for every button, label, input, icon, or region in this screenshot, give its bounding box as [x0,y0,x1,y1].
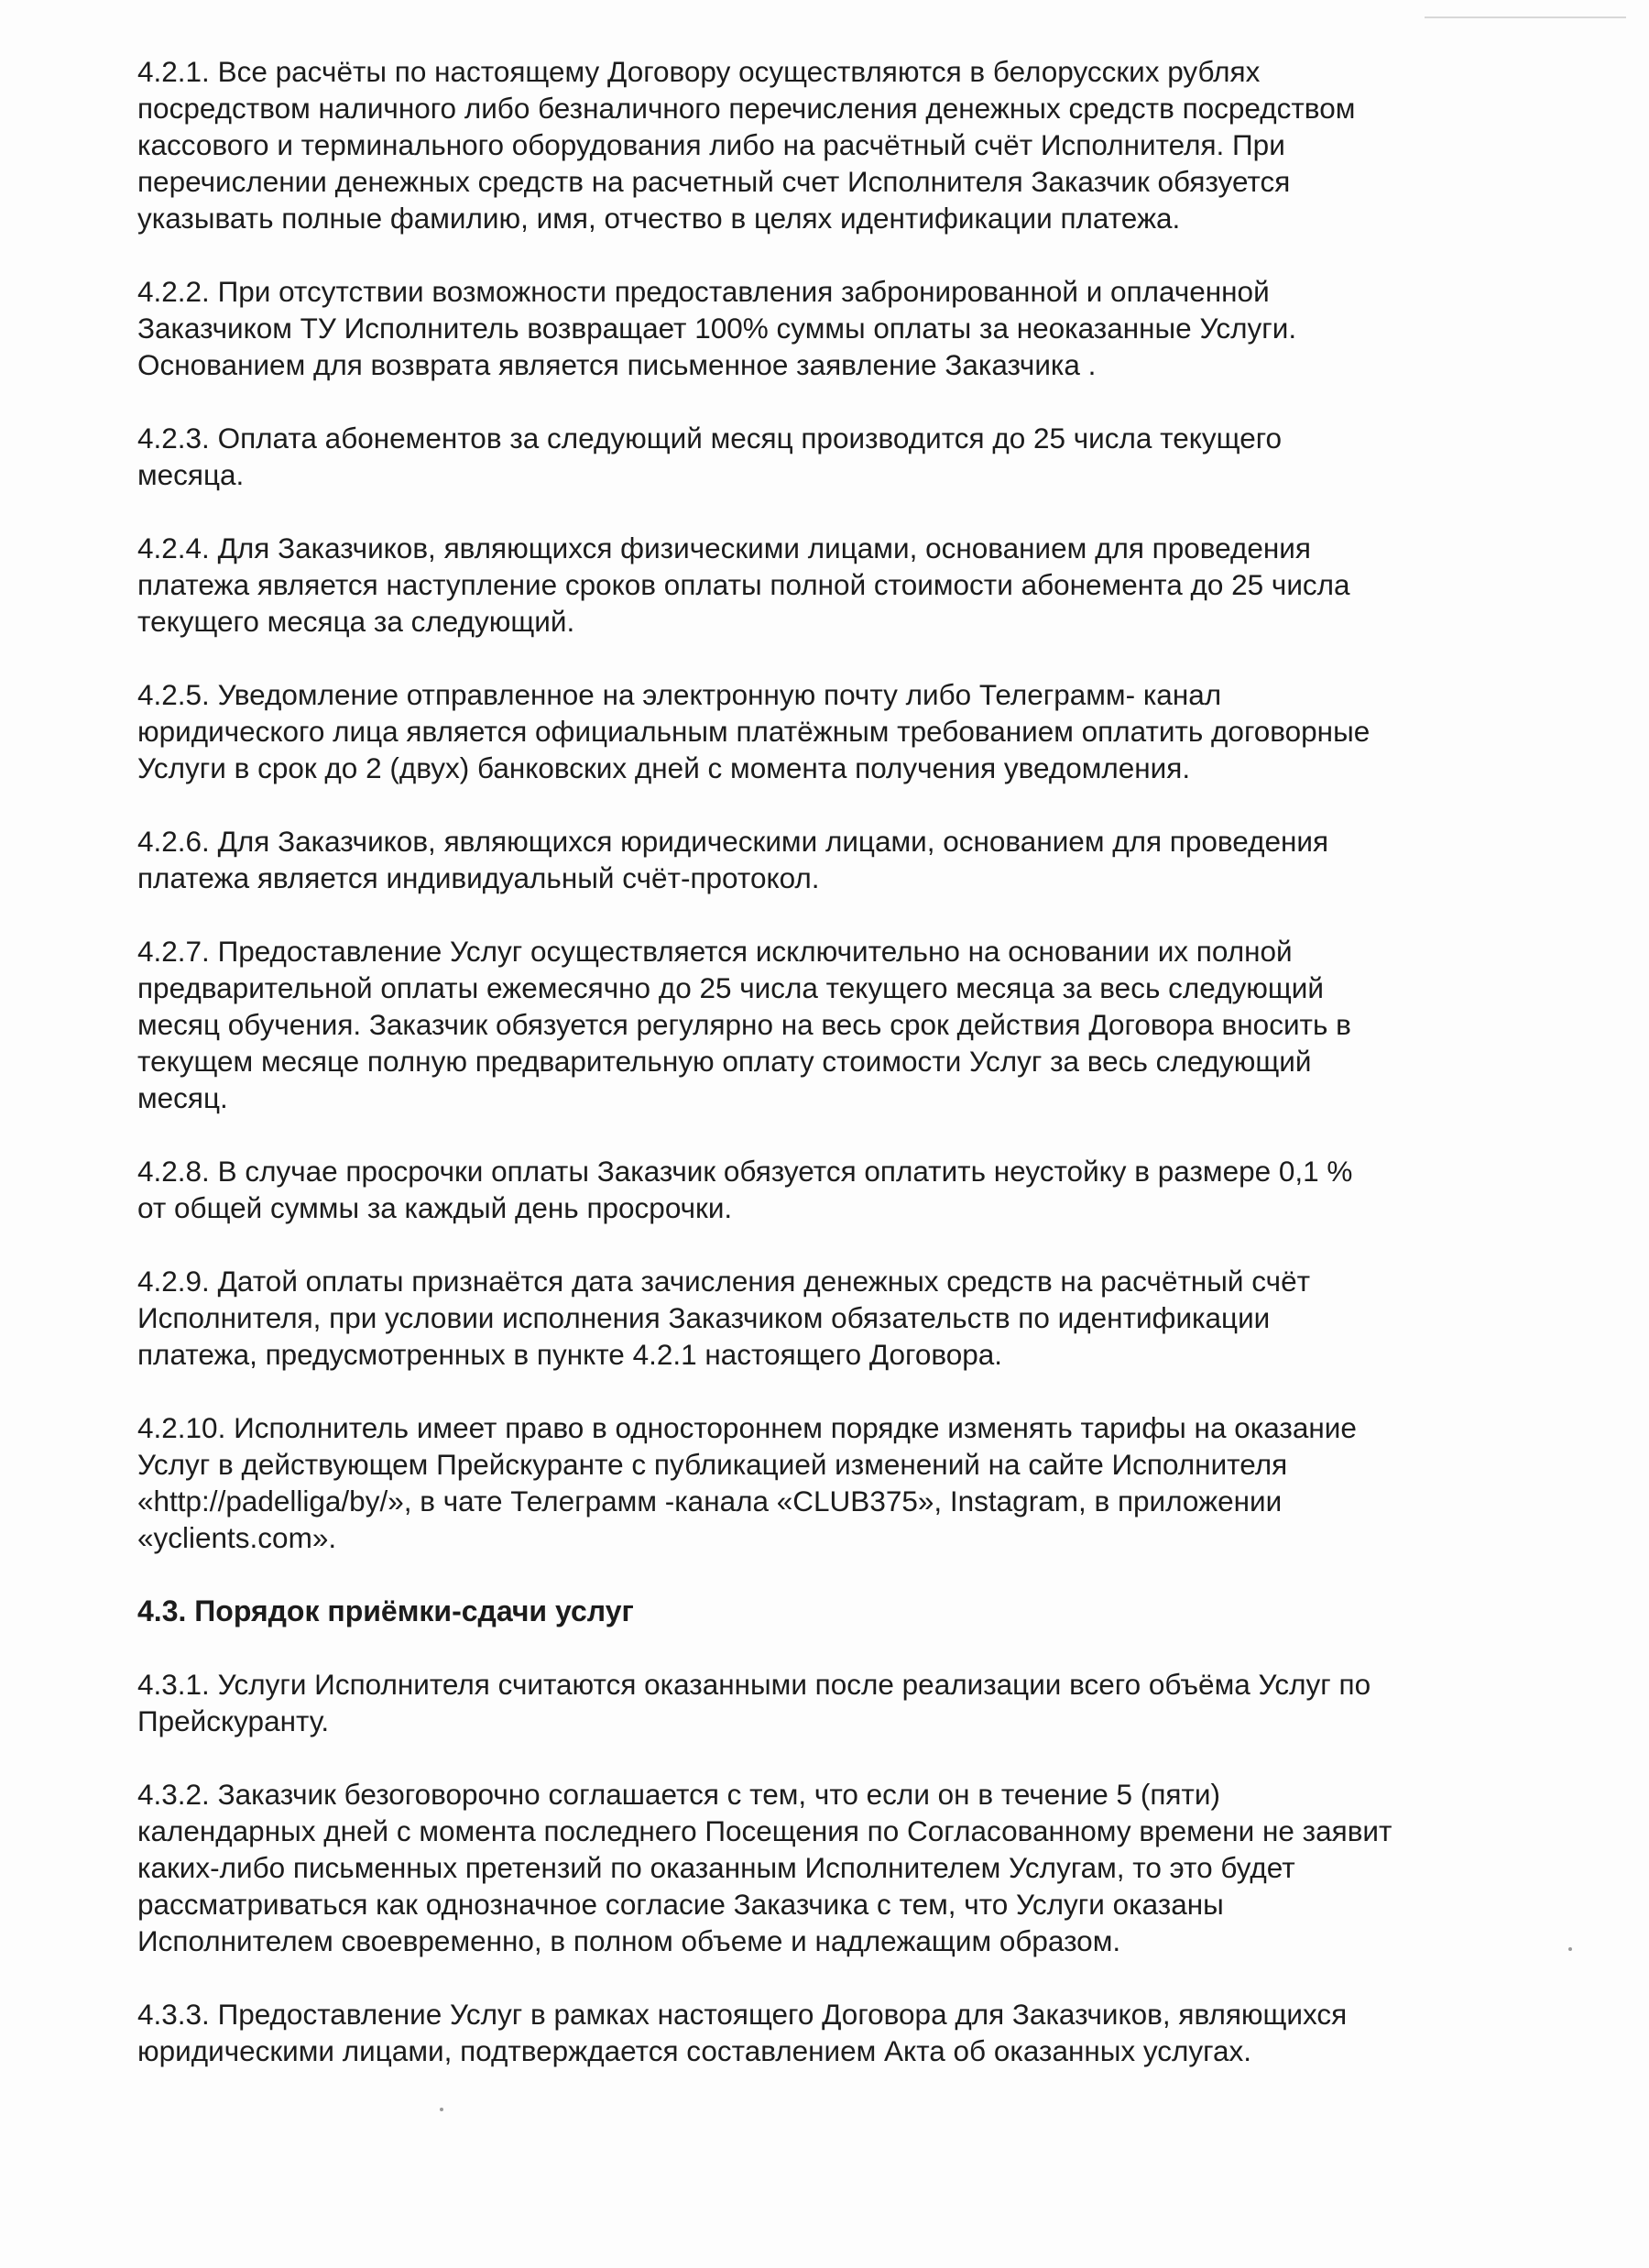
clause-4-3-2: 4.3.2. Заказчик безоговорочно соглашается с тем, что если он в течение 5 (пяти) календарных дней с момента последнего Посещения по Согласованному времени не заявит каких-либо письменных претензий по оказанным Исполнителем Услугам, то это будет рассматриваться как однозначное согласие Заказчика с тем, что Услуги оказаны Исполнителем своевременно, в полном объеме и надлежащим образом. [137,1778,1392,1957]
clause-4-2-8: 4.2.8. В случае просрочки оплаты Заказчик обязуется оплатить неустойку в размере 0,1 % от общей суммы за каждый день просрочки. [137,1155,1353,1224]
clause-4-2-9: 4.2.9. Датой оплаты признаётся дата зачисления денежных средств на расчётный счёт Исполнителя, при условии исполнения Заказчиком обязательств по идентификации платежа, предусмотренных в пункте 4.2.1 настоящего Договора. [137,1265,1311,1371]
scan-speck [440,2108,443,2111]
scan-speck [1568,1947,1572,1951]
clause-4-2-7: 4.2.7. Предоставление Услуг осуществляется исключительно на основании их полной предварительной оплаты ежемесячно до 25 числа текущего месяца за весь следующий месяц обучения. Заказчик обязуется регулярно на весь срок действия Договора вносить в текущем месяце полную предварительную оплату стоимости Услуг за весь следующий месяц. [137,935,1351,1114]
clause-4-2-2: 4.2.2. При отсутствии возможности предоставления забронированной и оплаченной Заказчиком ТУ Исполнитель возвращает 100% суммы оплаты за неоказанные Услуги. Основанием для возврата является письменное заявление Заказчика . [137,275,1297,381]
clause-4-2-5: 4.2.5. Уведомление отправленное на электронную почту либо Телеграмм- канал юридического лица является официальным платёжным требованием оплатить договорные Услуги в срок до 2 (двух) банковских дней с момента получения уведомления. [137,678,1371,784]
clause-4-3-3: 4.3.3. Предоставление Услуг в рамках настоящего Договора для Заказчиков, являющихся юридическими лицами, подтверждается составлением Акта об оказанных услугах. [137,1998,1348,2067]
clause-4-2-6: 4.2.6. Для Заказчиков, являющихся юридическими лицами, основанием для проведения платежа является индивидуальный счёт-протокол. [137,825,1329,894]
scan-artifact-line [1425,16,1626,18]
clause-4-2-4: 4.2.4. Для Заказчиков, являющихся физическими лицами, основанием для проведения платежа является наступление сроков оплаты полной стоимости абонемента до 25 числа текущего месяца за следующий. [137,531,1350,638]
section-heading-4-3: 4.3. Порядок приёмки-сдачи услуг [137,1594,634,1627]
clause-4-2-3: 4.2.3. Оплата абонементов за следующий месяц производится до 25 числа текущего месяца. [137,422,1283,491]
document-body [137,53,1475,2106]
clause-4-2-10: 4.2.10. Исполнитель имеет право в одностороннем порядке изменять тарифы на оказание Услуг в действующем Прейскуранте с публикацией изменений на сайте Исполнителя «http://padelliga/by/», в чате Телеграмм -канала «CLUB375», Instagram, в приложении «yclients.com». [137,1411,1357,1554]
clause-4-3-1: 4.3.1. Услуги Исполнителя считаются оказанными после реализации всего объёма Услуг по Прейскуранту. [137,1668,1371,1737]
clause-4-2-1: 4.2.1. Все расчёты по настоящему Договору осуществляются в белорусских рублях посредством наличного либо безналичного перечисления денежных средств посредством кассового и терминального оборудования либо на расчётный счёт Исполнителя. При перечислении денежных средств на расчетный счет Исполнителя Заказчик обязуется указывать полные фамилию, имя, отчество в целях идентификации платежа. [137,55,1356,235]
